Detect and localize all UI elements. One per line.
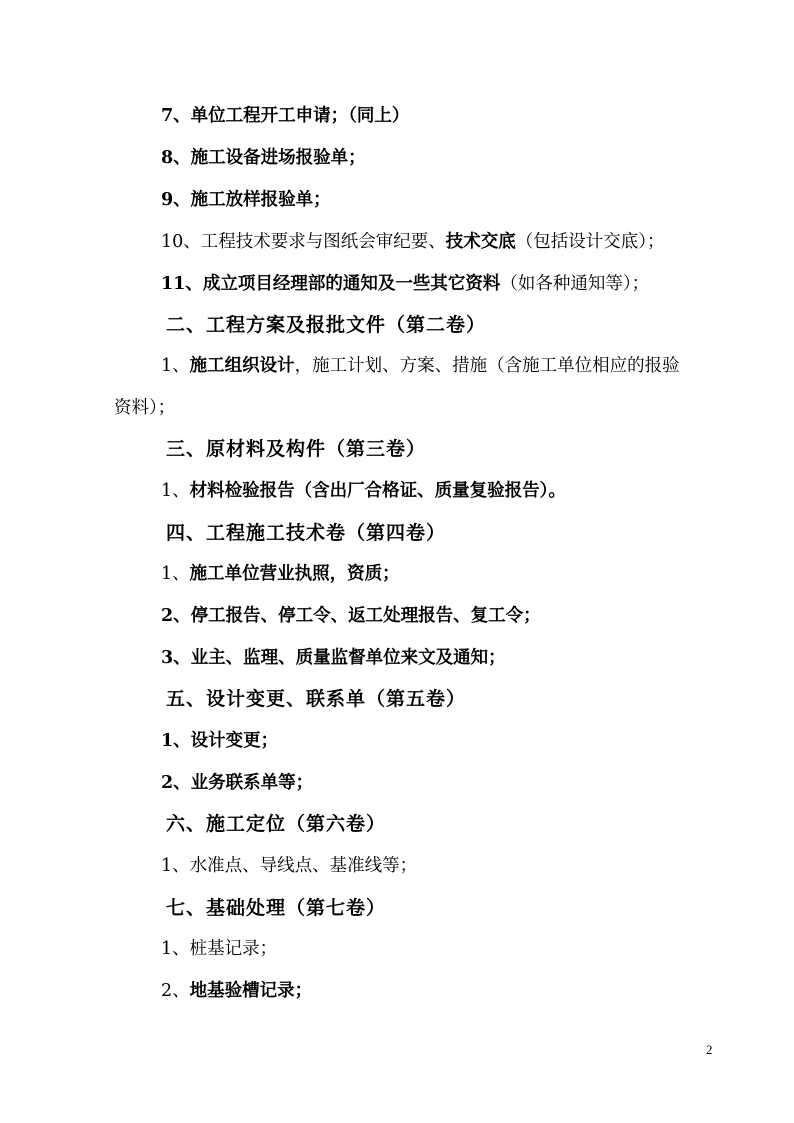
- item-11-note: （如各种通知等）；: [500, 274, 650, 294]
- section-4-item-3: [161, 646, 506, 670]
- item-10-bold: 技术交底: [445, 232, 516, 252]
- section-7-item-1: [161, 937, 277, 961]
- s6-text: 1、水准点、导线点、基准线等；: [161, 856, 418, 876]
- s7a-text: 1、桩基记录；: [161, 939, 278, 959]
- s7b-num: 2、: [161, 981, 190, 1001]
- section-4-item-2: [161, 604, 541, 628]
- section-7-item-2: [161, 979, 312, 1003]
- list-item-10: [161, 230, 665, 254]
- item-8-text: 8、施工设备进场报验单；: [161, 148, 366, 168]
- section-heading-6: 六、施工定位（第六卷）: [166, 813, 387, 835]
- item-11-text: 11、成立项目经理部的通知及一些其它资料: [161, 274, 501, 294]
- list-item-9: [161, 188, 331, 212]
- s4b-text: 2、停工报告、停工令、返工处理报告、复工令；: [161, 606, 541, 626]
- s4a-num: 1、: [161, 564, 190, 584]
- s4c-text: 3、业主、监理、质量监督单位来文及通知；: [161, 648, 506, 668]
- s3-num: 1、: [161, 481, 190, 501]
- section-5-item-1: [161, 729, 278, 753]
- section-6-item-1: [161, 854, 417, 878]
- list-item-8: [161, 146, 366, 170]
- s5a-text: 1、设计变更；: [161, 731, 279, 751]
- section-3-item-1: [161, 479, 566, 503]
- section-heading-5: 五、设计变更、联系单（第五卷）: [166, 688, 467, 710]
- s2-rest: ，施工计划、方案、措施（含施工单位相应的报验: [294, 356, 680, 376]
- s2-num: 1、: [161, 356, 190, 376]
- section-heading-7: 七、基础处理（第七卷）: [166, 897, 387, 919]
- s2-cont: 资料）；: [114, 398, 176, 418]
- list-item-7: [161, 104, 409, 128]
- section-heading-2: 二、工程方案及报批文件（第二卷）: [166, 314, 487, 336]
- s4a-text: 施工单位营业执照，资质；: [189, 564, 400, 584]
- s2-bold: 施工组织设计: [189, 356, 295, 376]
- section-4-item-1: [161, 562, 400, 586]
- page-number: 2: [706, 1042, 713, 1057]
- item-7-note: （同上）: [348, 106, 410, 126]
- item-10-text: 10、工程技术要求与图纸会审纪要、: [161, 232, 446, 252]
- section-5-item-2: [161, 771, 313, 795]
- list-item-11: [161, 272, 649, 296]
- item-10-note: （包括设计交底）；: [515, 232, 665, 252]
- s3-text: 材料检验报告（含出厂合格证、质量复验报告）。: [189, 481, 566, 501]
- s7b-text: 地基验槽记录；: [189, 981, 313, 1001]
- section-2-item-1-cont: [114, 396, 175, 420]
- item-7-text: 7、单位工程开工申请；: [161, 106, 349, 126]
- section-heading-4: 四、工程施工技术卷（第四卷）: [166, 522, 447, 544]
- section-2-item-1: [161, 354, 680, 378]
- item-9-text: 9、施工放样报验单；: [161, 190, 331, 210]
- section-heading-3: 三、原材料及构件（第三卷）: [166, 438, 427, 460]
- s5b-text: 2、业务联系单等；: [161, 773, 314, 793]
